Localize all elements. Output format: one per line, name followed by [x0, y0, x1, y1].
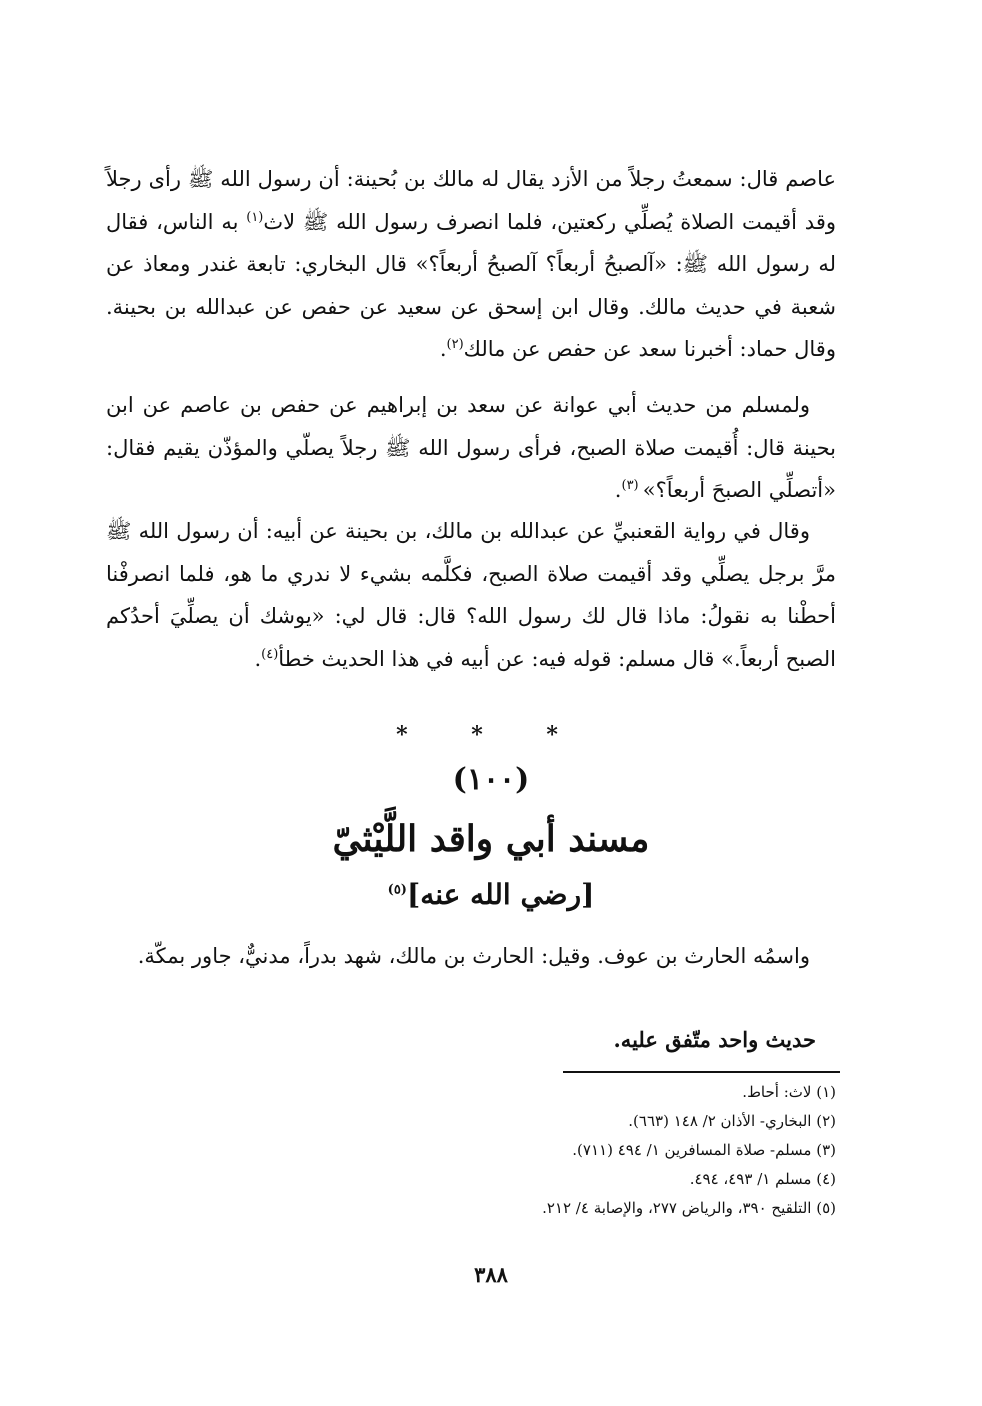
paragraph-text: واسمُه الحارث بن عوف. وقيل: الحارث بن مالك، شهد بدراً، مدنيٌّ، جاور بمكّة. — [137, 944, 810, 968]
paragraph-text: ولمسلم من حديث أبي عوانة عن سعد بن إبراهيم عن حفص بن عاصم عن ابن بحينة قال: أُقيمت صلاة الصبح، فرأى رسول الله ﷺ رجلاً يصلّي والمؤذّن يقيم فقال: «أتصلِّي الصبحَ أربعاً؟» — [106, 393, 836, 502]
footnote-item: (٢) البخاري- الأذان ٢/ ١٤٨ (٦٦٣). — [628, 1112, 836, 1130]
page-number: ٣٨٨ — [474, 1262, 508, 1287]
section-separator-stars: * * * — [396, 722, 586, 748]
footnote-ref-5: (٥) — [387, 882, 407, 898]
paragraph-text-continued: به الناس، فقال له رسول الله ﷺ: «آلصبحُ أربعاً؟ آلصبحُ أربعاً؟» قال البخاري: تابعة غندر ومعاذ عن شعبة في حديث مالك. وقال ابن إسحق عن سعيد عن حفص عن عبدالله بن بحينة. وقال حماد: أخبرنا سعد عن حفص عن مالك — [106, 209, 836, 361]
paragraph-qanabi-narration — [106, 510, 836, 680]
footnote-item: (٣) مسلم- صلاة المسافرين ١/ ٤٩٤ (٧١١). — [572, 1141, 836, 1159]
paragraph-text: وقال في رواية القعنبيِّ عن عبدالله بن مالك، بن بحينة عن أبيه: أن رسول الله ﷺ مرَّ برجل يصلِّي وقد أقيمت صلاة الصبح، فكلَّمه بشيء لا ندري ما هو، فلما انصرفْنا أحطْنا به نقولُ: ماذا قال لك رسول الله؟ قال: قال لي: «يوشك أن يصلِّيَ أحدُكم الصبح أربعاً.» قال مسلم: قوله فيه: عن أبيه في هذا الحديث خطأ — [106, 519, 836, 671]
paragraph-end: . — [254, 646, 262, 671]
section-number: (١٠٠) — [452, 762, 530, 797]
footnote-ref-4: (٤) — [261, 646, 279, 662]
footnote-divider — [563, 1071, 840, 1073]
footnote-ref-3: (٣) — [621, 478, 643, 493]
paragraph-muslim-narration — [106, 384, 836, 512]
footnote-item: (٥) التلقيح ٣٩٠، والرياض ٢٧٧، والإصابة ٤/ ٢١٢. — [542, 1199, 836, 1217]
footnote-item: (١) لاث: أحاط. — [742, 1083, 836, 1101]
paragraph-text: عاصم قال: سمعتُ رجلاً من الأزد يقال له مالك بن بُحينة: أن رسول الله ﷺ رأى رجلاً وقد أقيمت الصلاة يُصلِّي ركعتين، فلما انصرف رسول الله ﷺ لاث — [106, 167, 836, 234]
footnote-ref-1: (١) — [246, 209, 264, 225]
section-title: مسند أبي واقد اللَّيْثيّ — [332, 818, 650, 860]
section-subtitle-text: [رضي الله عنه] — [406, 878, 595, 911]
footnote-item: (٤) مسلم ١/ ٤٩٣، ٤٩٤. — [689, 1170, 836, 1188]
hadith-count-summary: حديث واحد متّفق عليه. — [613, 1027, 816, 1052]
footnote-ref-2: (٢) — [446, 337, 464, 352]
paragraph-biography — [106, 935, 836, 978]
paragraph-hadith-text — [106, 158, 836, 371]
footnotes — [116, 1078, 836, 1223]
section-subtitle — [0, 878, 982, 911]
paragraph-end: . — [439, 337, 447, 361]
paragraph-end: . — [614, 478, 622, 502]
